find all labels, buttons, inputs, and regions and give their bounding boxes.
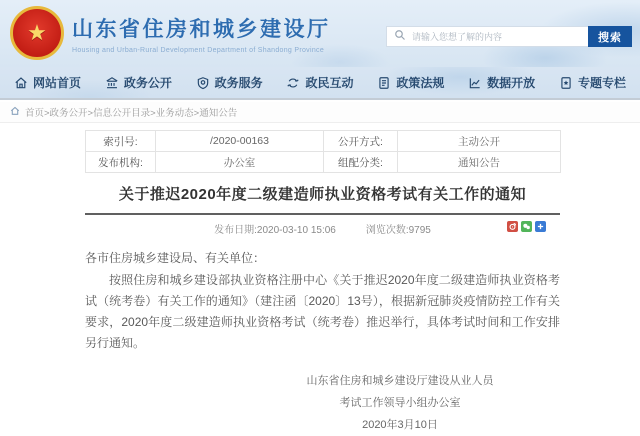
nav-label: 数据开放 (487, 76, 536, 90)
nav-label: 网站首页 (33, 76, 82, 90)
site-search (386, 26, 632, 47)
breadcrumb-path[interactable]: 首页>政务公开>信息公开目录>业务动态>通知公告 (25, 108, 238, 119)
nav-label: 政务服务 (214, 76, 263, 90)
article-meta (85, 221, 560, 235)
nav-label: 政务公开 (123, 76, 172, 90)
data-chart-icon (468, 76, 482, 90)
table-row (86, 152, 561, 173)
site-subtitle: Housing and Urban-Rural Development Department of Shandong Province (72, 47, 325, 54)
search-icon (394, 28, 406, 46)
nav-label: 政民互动 (305, 76, 354, 90)
search-button[interactable]: 搜索 (588, 26, 632, 47)
category-label: 组配分类: (324, 152, 398, 173)
nav-item-gov-info[interactable] (105, 74, 172, 91)
article-body (85, 248, 560, 354)
table-row (86, 131, 561, 152)
issuing-agency-label: 发布机构: (86, 152, 156, 173)
policy-document-icon (377, 76, 391, 90)
search-field-wrapper (386, 26, 588, 47)
view-count: 浏览次数:9795 (365, 225, 431, 236)
nav-item-interaction[interactable] (286, 74, 353, 91)
nav-item-policies[interactable] (377, 74, 444, 91)
index-number-value: /2020-00163 (156, 131, 324, 152)
weibo-share-icon[interactable] (507, 221, 518, 232)
signature-date: 2020年3月10日 (362, 419, 438, 431)
home-icon (14, 76, 28, 90)
document-info-table (85, 130, 561, 173)
category-value: 通知公告 (398, 152, 561, 173)
government-building-icon (105, 76, 119, 90)
interaction-arrows-icon (286, 76, 300, 90)
signature-org-line2: 考试工作领导小组办公室 (339, 397, 461, 409)
body-paragraph: 按照住房和城乡建设部执业资格注册中心《关于推迟2020年度二级建造师执业资格考试（统考卷）有关工作的通知》（建注函〔2020〕13号），根据新冠肺炎疫情防控工作有关要求，2020年度二级建造师执业资格考试（统考卷）推迟举行，具体考试时间和工作安排另行通知。 (85, 273, 560, 350)
nav-label: 专题专栏 (577, 76, 626, 90)
signature-org-line1: 山东省住房和城乡建设厅建设从业人员 (306, 375, 494, 387)
title-divider (85, 213, 560, 215)
nav-item-gov-services[interactable] (196, 74, 263, 91)
search-input[interactable] (412, 32, 581, 42)
salutation: 各市住房城乡建设局、有关单位： (85, 251, 266, 265)
nav-item-home[interactable] (14, 74, 81, 91)
main-nav (0, 67, 640, 100)
signature-block (250, 370, 550, 436)
more-share-icon[interactable] (535, 221, 546, 232)
issuing-agency-value: 办公室 (156, 152, 324, 173)
china-national-emblem-icon: ★ (10, 6, 64, 60)
site-header (0, 0, 640, 67)
home-icon (10, 106, 20, 119)
site-title: 山东省住房和城乡建设厅 (72, 18, 331, 41)
nav-label: 政策法规 (396, 76, 445, 90)
index-number-label: 索引号: (86, 131, 156, 152)
publish-date: 发布日期:2020-03-10 15:06 (214, 225, 336, 236)
article-title: 关于推迟2020年度二级建造师执业资格考试有关工作的通知 (118, 186, 527, 203)
site-identity (72, 13, 331, 54)
special-column-star-icon (559, 76, 573, 90)
disclosure-method-value: 主动公开 (398, 131, 561, 152)
service-shield-icon (196, 76, 210, 90)
nav-item-open-data[interactable] (468, 74, 535, 91)
disclosure-method-label: 公开方式: (324, 131, 398, 152)
wechat-share-icon[interactable] (521, 221, 532, 232)
share-buttons (507, 221, 546, 232)
nav-item-special-columns[interactable] (559, 74, 626, 91)
article-content (85, 123, 560, 436)
breadcrumb (0, 102, 640, 123)
